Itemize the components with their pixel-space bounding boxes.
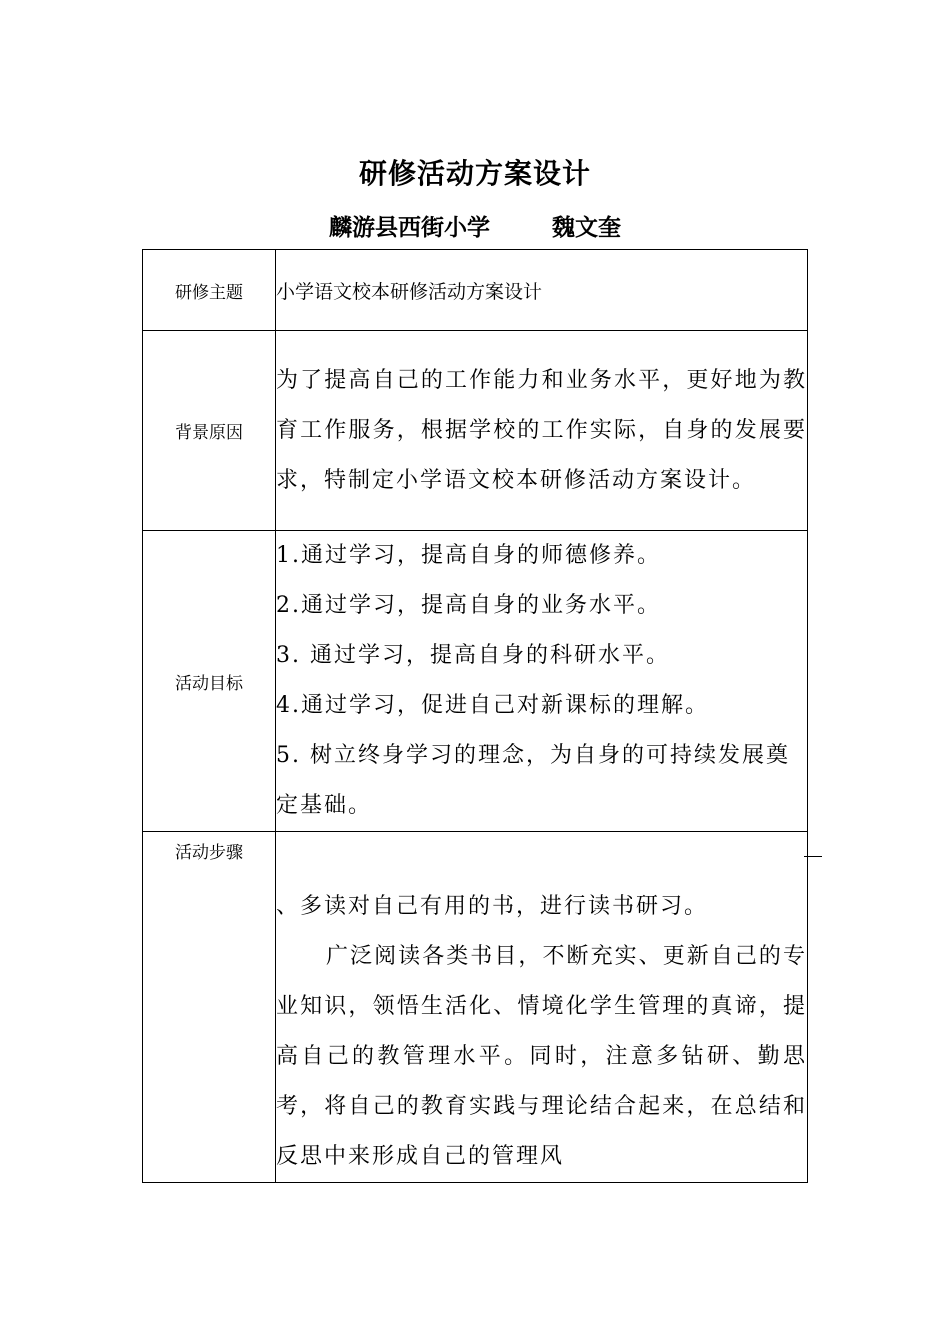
- background-row: [143, 331, 808, 531]
- steps-paragraph: 广泛阅读各类书目，不断充实、更新自己的专业知识，领悟生活化、情境化学生管理的真谛，提高自己的教管理水平。同时，注意多钻研、勤思考，将自己的教育实践与理论结合起来，在总结和反思中来形成自己的管理风: [276, 944, 807, 1169]
- background-cell: [276, 331, 808, 531]
- document-title: 研修活动方案设计: [358, 157, 591, 190]
- theme-cell: [276, 250, 808, 331]
- background-text: 为了提高自己的工作能力和业务水平，更好地为教育工作服务，根据学校的工作实际，自身的发展要求，特制定小学语文校本研修活动方案设计。: [276, 367, 807, 493]
- steps-label: 活动步骤: [143, 832, 276, 1183]
- steps-line: 、多读对自己有用的书，进行读书研习。: [276, 894, 709, 919]
- goals-row: [143, 531, 808, 832]
- goal-item: 3. 通过学习，提高自身的科研水平。: [276, 643, 670, 668]
- steps-row: [143, 832, 808, 1183]
- goals-label: 活动目标: [143, 531, 276, 832]
- theme-text: 小学语文校本研修活动方案设计: [276, 280, 543, 303]
- goal-item: 1.通过学习，提高自身的师德修养。: [276, 543, 661, 568]
- background-label: 背景原因: [143, 331, 276, 531]
- author-name: 魏文奎: [552, 214, 621, 241]
- theme-label: 研修主题: [143, 250, 276, 331]
- theme-row: [143, 250, 808, 331]
- plan-table: [142, 249, 808, 1183]
- margin-mark: [804, 856, 822, 857]
- goals-cell: [276, 531, 808, 832]
- steps-cell: [276, 832, 808, 1183]
- goal-item: 2.通过学习，提高自身的业务水平。: [276, 593, 661, 618]
- school-name: 麟游县西街小学: [329, 214, 490, 241]
- document-subtitle: [0, 209, 950, 242]
- goal-item: 5. 树立终身学习的理念，为自身的可持续发展奠定基础。: [276, 743, 790, 818]
- goal-item: 4.通过学习，促进自己对新课标的理解。: [276, 693, 709, 718]
